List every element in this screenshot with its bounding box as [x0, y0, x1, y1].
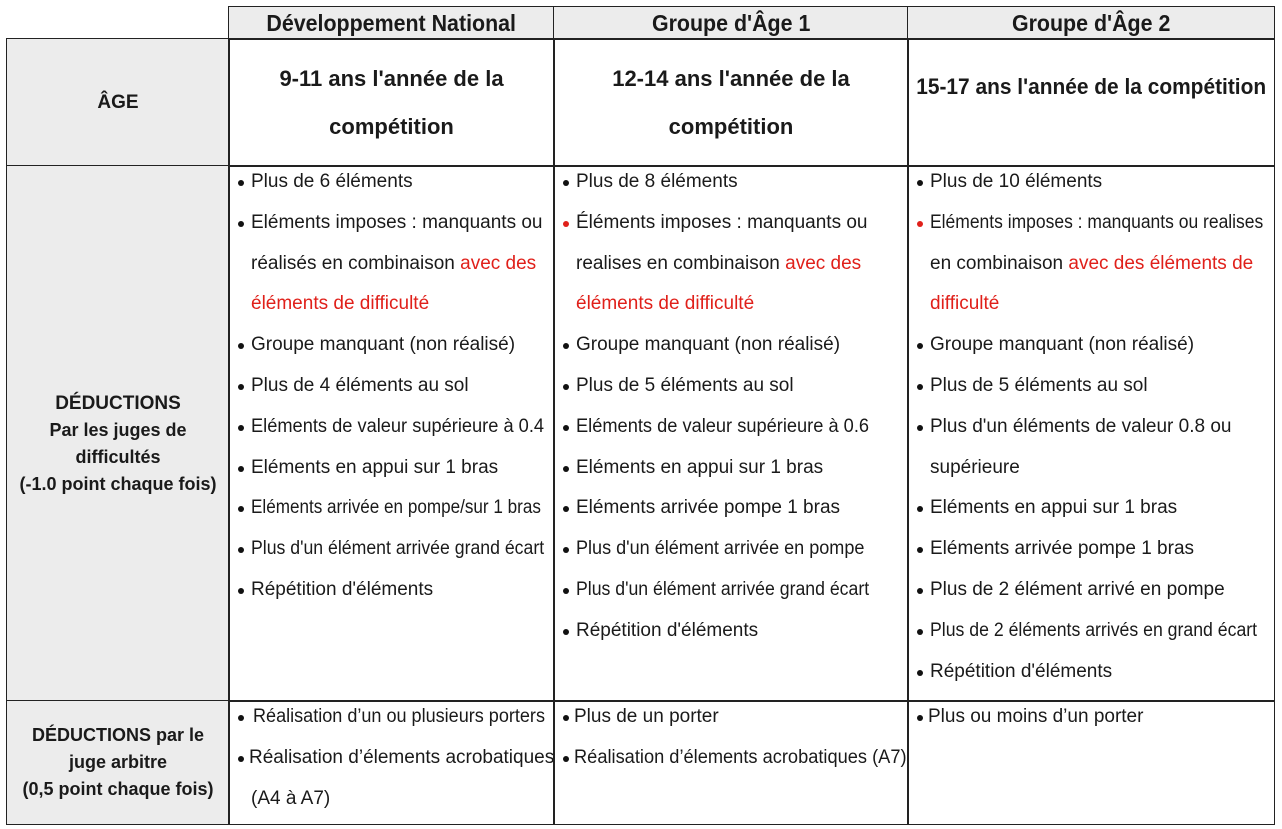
age-text-national: 9-11 ans l'année de la compétition: [279, 65, 504, 139]
list-item: Eléments de valeur supérieure à 0.6: [554, 407, 904, 448]
red-highlight-text: éléments de difficulté: [576, 293, 755, 315]
header-label-age-group-1: Groupe d'Âge 1: [651, 9, 811, 36]
referee-cell-national: [228, 700, 555, 825]
list-item: Groupe manquant (non réalisé): [554, 325, 904, 366]
header-label-age-group-2: Groupe d'Âge 2: [1011, 9, 1171, 36]
row-label-difficulty-deductions: [6, 165, 230, 702]
list-item-continuation: réalisés en combinaison avec des: [251, 252, 537, 274]
age-cell-group-2: [907, 38, 1275, 167]
list-item: Plus de 10 éléments: [908, 165, 1270, 203]
list-item: Plus de 8 éléments: [554, 165, 904, 203]
list-item: Plus d'un éléments de valeur 0.8 ou: [908, 407, 1270, 448]
list-item: Répétition d'éléments: [229, 570, 550, 611]
list-item: Réalisation d’un ou plusieurs porters: [229, 700, 550, 738]
list-item: Eléments en appui sur 1 bras: [554, 448, 904, 489]
referee-cell-group-2: [907, 700, 1275, 825]
header-label-national-development: Développement National: [266, 9, 517, 36]
list-item-continuation: [229, 284, 550, 325]
age-cell-national: [228, 38, 555, 167]
list-item-continuation: realises en combinaison avec des: [576, 252, 862, 274]
list-item: Réalisation d’élements acrobatiques: [229, 738, 550, 779]
list-item: Eléments arrivée pompe 1 bras: [908, 529, 1270, 570]
list-item: Eléments en appui sur 1 bras: [229, 448, 550, 489]
list-item: Eléments arrivée en pompe/sur 1 bras: [229, 488, 550, 529]
list-item-continuation: en combinaison avec des éléments de: [930, 252, 1254, 274]
list-item: Plus de 5 éléments au sol: [554, 366, 904, 407]
list-item: Plus d'un élément arrivée grand écart: [229, 529, 550, 570]
red-highlight-text: avec des éléments de: [1068, 252, 1254, 274]
list-item: Groupe manquant (non réalisé): [229, 325, 550, 366]
list-item: Plus ou moins d’un porter: [908, 700, 1270, 738]
list-item: Plus de 2 éléments arrivés en grand écart: [908, 611, 1270, 652]
age-cell-group-1: [553, 38, 909, 167]
difficulty-label-line4: (-1.0 point chaque fois): [19, 473, 217, 494]
difficulty-label-line3: difficultés: [75, 446, 161, 467]
list-item: Plus d'un élément arrivée grand écart: [554, 570, 904, 611]
referee-label-line1: [32, 722, 204, 749]
referee-cell-group-1: [553, 700, 909, 825]
difficulty-list-national: [229, 165, 550, 611]
list-item: Plus de 4 éléments au sol: [229, 366, 550, 407]
list-item-continuation: (A4 à A7): [251, 787, 331, 809]
row-label-age: [6, 38, 230, 167]
list-item: Réalisation d’élements acrobatiques (A7): [554, 738, 904, 779]
list-item: Eléments de valeur supérieure à 0.4: [229, 407, 550, 448]
list-item: Plus de 2 élément arrivé en pompe: [908, 570, 1270, 611]
list-item: Éléments imposes : manquants ou: [554, 203, 904, 244]
age-text-group-1: 12-14 ans l'année de la compétition: [612, 65, 850, 139]
list-item: Plus d'un élément arrivée en pompe: [554, 529, 904, 570]
referee-list-group-2: [908, 700, 1270, 738]
referee-label-title: DÉDUCTIONS: [31, 725, 151, 745]
referee-list-group-1: [554, 700, 907, 779]
header-cell-age-group-1: [553, 6, 909, 40]
referee-list-national: [229, 700, 555, 819]
red-highlight-text: difficulté: [930, 293, 1000, 315]
list-item: Groupe manquant (non réalisé): [908, 325, 1270, 366]
header-cell-national-development: [228, 6, 555, 40]
list-item: Plus de 6 éléments: [229, 165, 550, 203]
age-text-group-2: 15-17 ans l'année de la compétition: [916, 74, 1266, 99]
difficulty-cell-group-1: [553, 165, 909, 702]
difficulty-list-group-2: [908, 165, 1270, 692]
list-item: Eléments imposes : manquants ou: [229, 203, 550, 244]
list-item: Plus de 5 éléments au sol: [908, 366, 1270, 407]
difficulty-list-group-1: [554, 165, 904, 652]
row-label-referee-deductions: [6, 700, 230, 825]
list-item: Plus de un porter: [554, 700, 904, 738]
difficulty-cell-national: [228, 165, 555, 702]
referee-label-line2: juge arbitre: [68, 752, 168, 772]
age-label: ÂGE: [97, 92, 139, 113]
list-item: Répétition d'éléments: [908, 652, 1270, 693]
difficulty-label-line2: Par les juges de: [49, 419, 187, 440]
referee-label-rest: par le: [156, 725, 205, 745]
red-highlight-text: avec des: [460, 252, 537, 274]
difficulty-cell-group-2: [907, 165, 1275, 702]
red-highlight-text: avec des: [785, 252, 862, 274]
list-item: Eléments imposes : manquants ou realises: [908, 203, 1270, 244]
red-highlight-text: éléments de difficulté: [251, 293, 430, 315]
list-item: Eléments arrivée pompe 1 bras: [554, 488, 904, 529]
referee-label-line3: (0,5 point chaque fois): [22, 779, 214, 799]
list-item-continuation: [908, 284, 1270, 325]
header-cell-age-group-2: [907, 6, 1275, 40]
list-item-continuation: supérieure: [930, 456, 1020, 478]
list-item-continuation: [554, 284, 904, 325]
list-item: Répétition d'éléments: [554, 611, 904, 652]
list-item: Eléments en appui sur 1 bras: [908, 488, 1270, 529]
difficulty-label-title: DÉDUCTIONS: [55, 392, 181, 414]
